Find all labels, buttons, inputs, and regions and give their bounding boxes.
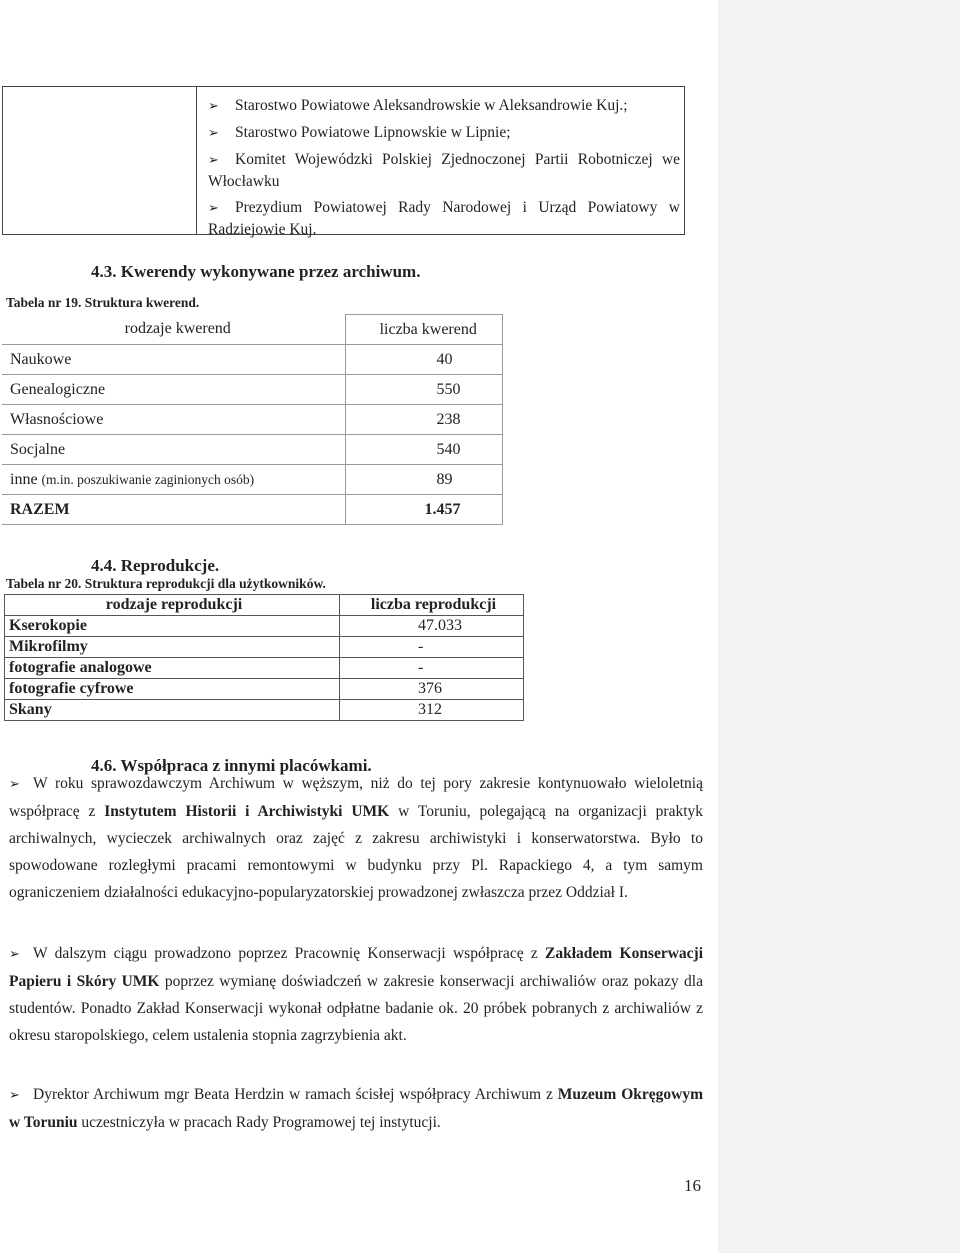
table-20-caption: Tabela nr 20. Struktura reprodukcji dla użytkowników. bbox=[6, 576, 326, 591]
paragraph-cooperation-museum bbox=[9, 1081, 703, 1136]
row-value: 312 bbox=[340, 700, 524, 721]
table-row bbox=[5, 700, 524, 721]
row-value: 238 bbox=[346, 405, 503, 435]
row-label: Własnościowe bbox=[2, 405, 346, 435]
row-value: 376 bbox=[340, 679, 524, 700]
column-header: liczba reprodukcji bbox=[340, 595, 524, 616]
arrow-bullet-icon: ➢ bbox=[9, 947, 20, 962]
row-value: 540 bbox=[346, 435, 503, 465]
arrow-bullet-icon: ➢ bbox=[208, 99, 219, 114]
row-label-text: inne bbox=[10, 470, 38, 488]
row-value: 550 bbox=[346, 375, 503, 405]
table-row bbox=[5, 616, 524, 637]
row-value: 1.457 bbox=[346, 495, 503, 525]
list-item bbox=[208, 122, 680, 144]
list-item bbox=[208, 95, 680, 117]
row-label: fotografie cyfrowe bbox=[5, 679, 340, 700]
arrow-bullet-icon: ➢ bbox=[208, 201, 219, 216]
list-item-text: Prezydium Powiatowej Rady Narodowej i Urząd Powiatowy w Radziejowie Kuj. bbox=[208, 199, 680, 238]
archive-list bbox=[208, 95, 680, 245]
row-label: Naukowe bbox=[2, 345, 346, 375]
list-item-text: Starostwo Powiatowe Aleksandrowskie w Aleksandrowie Kuj.; bbox=[235, 97, 628, 114]
table-header-row bbox=[5, 595, 524, 616]
list-item-text: Komitet Wojewódzki Polskiej Zjednoczonej Partii Robotniczej we Włocławku bbox=[208, 151, 680, 190]
list-item bbox=[208, 197, 680, 240]
institution-name: Muzeum Okręgowym w Toruniu bbox=[9, 1086, 703, 1131]
paragraph-text: poprzez wymianę doświadczeń w zakresie konserwacji archiwaliów oraz pokazy dla studentów. Ponadto Zakład Konserwacji wykonał odpłatne badanie ok. 20 próbek pobranych z archiwaliów z okresu staropolskiego, celem ustalenia stopnia zagrzybienia akt. bbox=[9, 973, 703, 1044]
table-row bbox=[2, 465, 503, 495]
table-row bbox=[2, 375, 503, 405]
table-row bbox=[5, 658, 524, 679]
row-label: Mikrofilmy bbox=[5, 637, 340, 658]
paragraph-text: w Toruniu, polegającą na organizacji praktyk archiwalnych, wycieczek archiwalnych oraz zajęć z zakresu archiwistyki i konserwatorstwa. Było to spowodowane rozległymi pracami remontowymi w budynku przy Pl. Rapackiego 4, a tym samym ograniczeniem działalności edukacyjno-popularyzatorskiej prowadzonej zwłaszcza przez Oddział I. bbox=[9, 803, 704, 901]
arrow-bullet-icon: ➢ bbox=[9, 1088, 20, 1103]
section-heading-4-4: 4.4. Reprodukcje. bbox=[91, 556, 220, 575]
row-value: - bbox=[340, 658, 524, 679]
row-label: Socjalne bbox=[2, 435, 346, 465]
paragraph-text: W dalszym ciągu prowadzono poprzez Pracownię Konserwacji współpracę z bbox=[33, 945, 538, 962]
row-label: RAZEM bbox=[2, 495, 346, 525]
row-value: 40 bbox=[346, 345, 503, 375]
arrow-bullet-icon: ➢ bbox=[208, 153, 219, 168]
row-label: Genealogiczne bbox=[2, 375, 346, 405]
table-row bbox=[2, 405, 503, 435]
row-value: 47.033 bbox=[340, 616, 524, 637]
section-heading-4-6: 4.6. Współpraca z innymi placówkami. bbox=[91, 756, 372, 775]
table-divider bbox=[196, 87, 197, 234]
reproductions-table bbox=[4, 594, 524, 721]
institution-name: Instytutem Historii i Archiwistyki UMK bbox=[104, 803, 390, 820]
comment-sidebar bbox=[718, 0, 960, 1253]
row-label: fotografie analogowe bbox=[5, 658, 340, 679]
column-header: rodzaje reprodukcji bbox=[5, 595, 340, 616]
column-header: liczba kwerend bbox=[346, 315, 503, 345]
paragraph-cooperation-institute bbox=[9, 770, 703, 906]
archive-list-table bbox=[2, 86, 685, 238]
table-row bbox=[5, 637, 524, 658]
list-item bbox=[208, 149, 680, 192]
paragraph-text: Dyrektor Archiwum mgr Beata Herdzin w ramach ścisłej współpracy Archiwum z bbox=[33, 1086, 553, 1103]
row-label: Kserokopie bbox=[5, 616, 340, 637]
page-number: 16 bbox=[684, 1176, 701, 1195]
table-19-caption: Tabela nr 19. Struktura kwerend. bbox=[6, 295, 200, 310]
row-value: - bbox=[340, 637, 524, 658]
table-row bbox=[2, 435, 503, 465]
paragraph-text: W roku sprawozdawczym Archiwum w węższym, niż do tej pory zakresie kontynuowało wieloletnią współpracę z bbox=[9, 775, 703, 820]
list-item-text: Starostwo Powiatowe Lipnowskie w Lipnie; bbox=[235, 124, 511, 141]
row-label-note: (m.in. poszukiwanie zaginionych osób) bbox=[41, 471, 255, 487]
arrow-bullet-icon: ➢ bbox=[208, 126, 219, 141]
table-row bbox=[2, 345, 503, 375]
table-total-row bbox=[2, 495, 503, 525]
queries-table bbox=[2, 314, 503, 525]
table-header-row bbox=[2, 315, 503, 345]
paragraph-cooperation-conservation bbox=[9, 940, 703, 1049]
row-label bbox=[2, 465, 346, 495]
section-heading-4-3: 4.3. Kwerendy wykonywane przez archiwum. bbox=[91, 262, 421, 281]
row-value: 89 bbox=[346, 465, 503, 495]
institution-name: Zakładem Konserwacji Papieru i Skóry UMK bbox=[9, 945, 704, 990]
row-label: Skany bbox=[5, 700, 340, 721]
column-header: rodzaje kwerend bbox=[2, 315, 346, 345]
arrow-bullet-icon: ➢ bbox=[9, 777, 20, 792]
table-row bbox=[5, 679, 524, 700]
paragraph-text: uczestniczyła w pracach Rady Programowej tej instytucji. bbox=[81, 1114, 441, 1131]
